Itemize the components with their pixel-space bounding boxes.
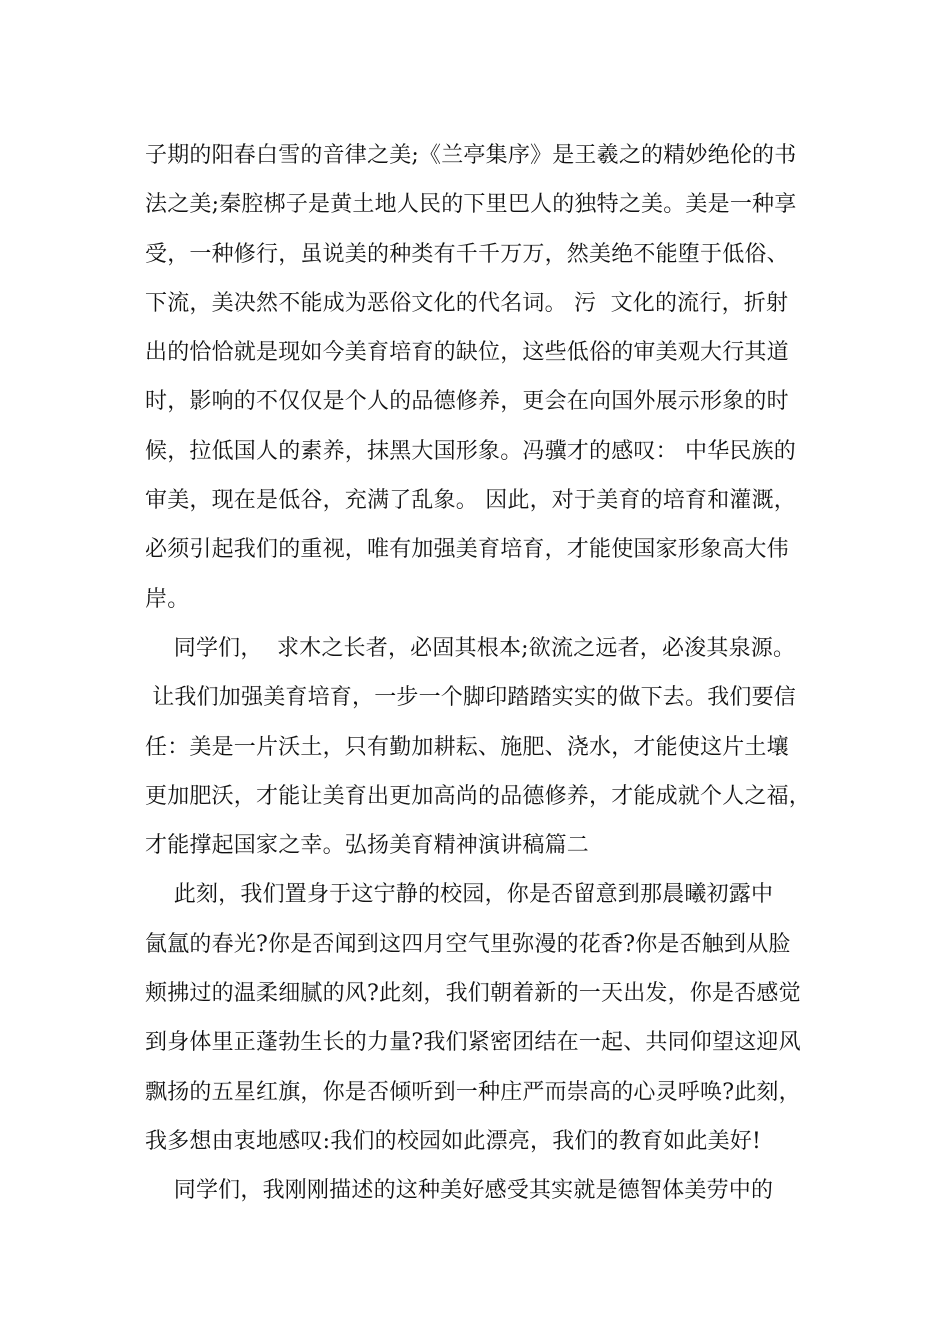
text-line: 子期的阳春白雪的音律之美;《兰亭集序》是王羲之的精妙绝伦的书 xyxy=(145,143,797,168)
text-line: 到身体里正蓬勃生长的力量?我们紧密团结在一起、共同仰望这迎风 xyxy=(145,1030,801,1056)
text-line: 任：美是一片沃土，只有勤加耕耘、施肥、浇水，才能使这片土壤 xyxy=(145,734,789,760)
text-line: 候，拉低国人的素养，抹黑大国形象。冯骥才的感叹： 中华民族的 xyxy=(145,438,796,464)
document-body xyxy=(145,131,825,1216)
text-line: 法之美;秦腔梆子是黄土地人民的下里巴人的独特之美。美是一种享 xyxy=(145,192,797,218)
text-line: 让我们加强美育培育，一步一个脚印踏踏实实的做下去。我们要信 xyxy=(145,685,796,711)
text-line: 受，一种修行，虽说美的种类有千千万万，然美绝不能堕于低俗、 xyxy=(145,241,789,267)
text-line: 出的恰恰就是现如今美育培育的缺位，这些低俗的审美观大行其道 xyxy=(145,340,789,366)
text-line: 颊拂过的温柔细腻的风?此刻，我们朝着新的一天出发，你是否感觉 xyxy=(145,981,801,1007)
text-line: 时，影响的不仅仅是个人的品德修养，更会在向国外展示形象的时 xyxy=(145,389,789,415)
text-line: 更加肥沃，才能让美育出更加高尚的品德修养，才能成就个人之福， xyxy=(145,783,812,809)
text-line: 同学们，我刚刚描述的这种美好感受其实就是德智体美劳中的 xyxy=(145,1178,774,1204)
text-line: 审美，现在是低谷，充满了乱象。 因此，对于美育的培育和灌溉， xyxy=(145,488,796,514)
text-line: 岸。 xyxy=(145,586,190,612)
text-line: 同学们， 求木之长者，必固其根本;欲流之远者，必浚其泉源。 xyxy=(145,635,796,661)
text-line: 才能撑起国家之幸。弘扬美育精神演讲稿篇二 xyxy=(145,833,590,859)
text-line: 我多想由衷地感叹:我们的校园如此漂亮，我们的教育如此美好! xyxy=(145,1128,762,1154)
text-line: 此刻，我们置身于这宁静的校园，你是否留意到那晨曦初露中 xyxy=(145,882,774,908)
text-line: 氤氲的春光?你是否闻到这四月空气里弥漫的花香?你是否触到从脸 xyxy=(145,931,791,957)
text-line: 飘扬的五星红旗，你是否倾听到一种庄严而崇高的心灵呼唤?此刻， xyxy=(145,1079,801,1105)
text-line: 下流，美决然不能成为恶俗文化的代名词。 污 文化的流行，折射 xyxy=(145,290,789,316)
text-line: 必须引起我们的重视，唯有加强美育培育，才能使国家形象高大伟 xyxy=(145,537,789,563)
